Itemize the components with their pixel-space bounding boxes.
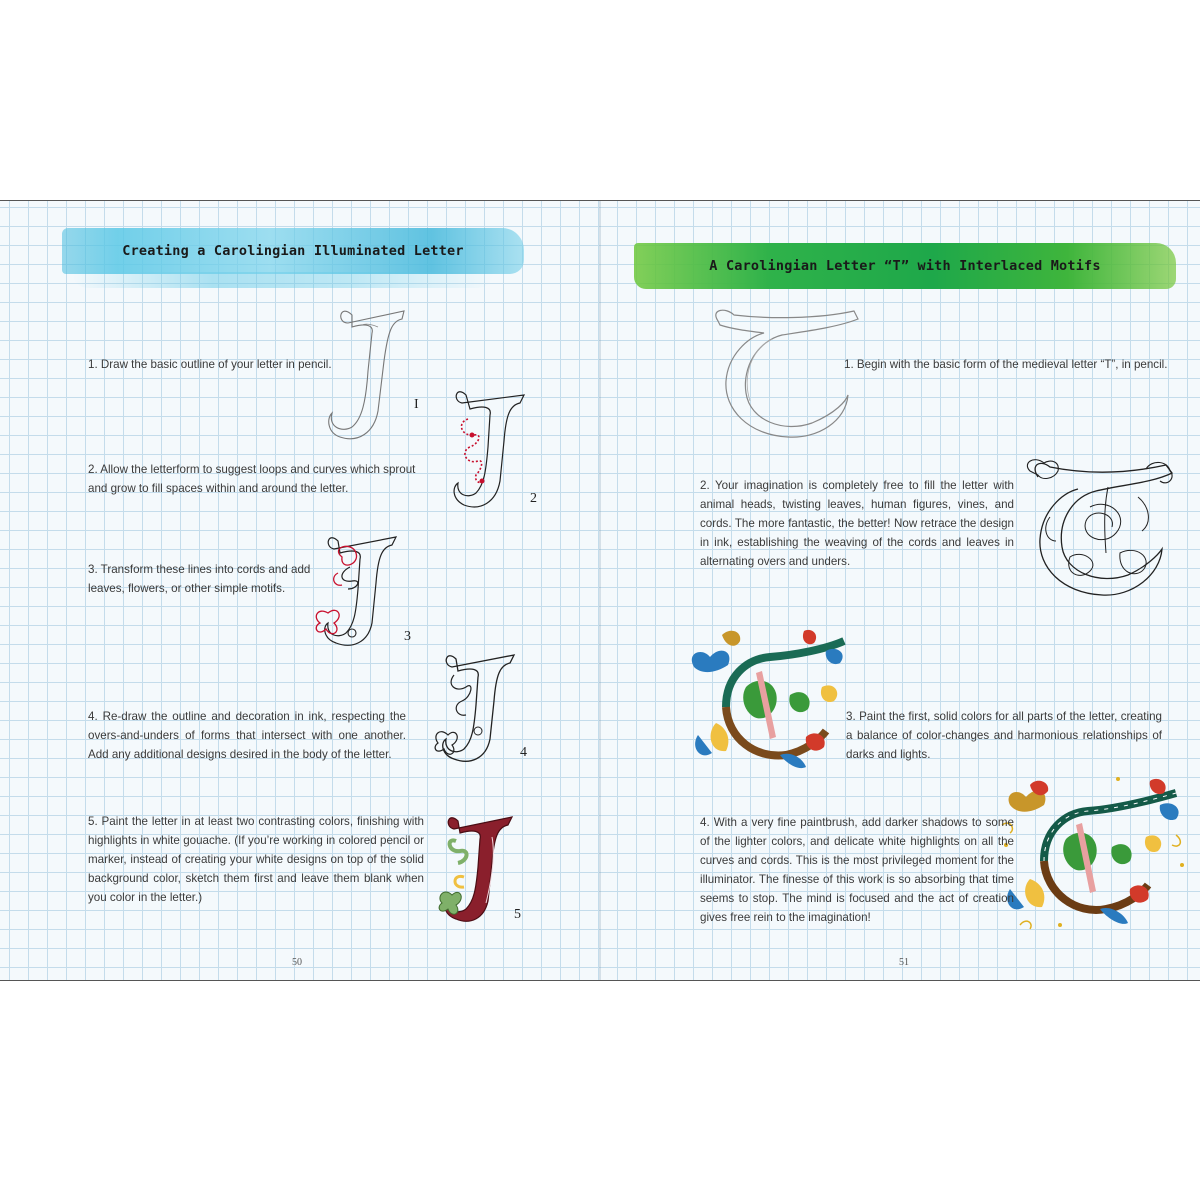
left-step-5: 5. Paint the letter in at least two contrasting colors, finishing with highlights in white gouache. (If you’re working in colored pencil or marker, instead of creating your white designs on top of the solid background color, sketch them first and leave them blank when you color in the letter.) — [88, 815, 424, 904]
letter-t-finished-illumination — [1000, 775, 1188, 935]
left-step-3: 3. Transform these lines into cords and add leaves, flowers, or other simple motifs. — [88, 563, 311, 595]
book-spread — [0, 200, 1200, 981]
right-heading-banner — [634, 243, 1176, 289]
letter-t-solid-colors — [686, 627, 854, 779]
left-step-1: 1. Draw the basic outline of your letter in pencil. — [88, 358, 332, 371]
figure-number-2: 2 — [530, 491, 537, 506]
letter-j-red-loops — [448, 381, 528, 511]
figure-number-1: I — [414, 397, 419, 412]
page-gutter — [599, 201, 601, 980]
letter-j-pencil-outline — [322, 301, 414, 443]
right-step-1: 1. Begin with the basic form of the medieval letter “T”, in pencil. — [844, 358, 1168, 371]
right-page-number: 51 — [899, 957, 909, 968]
figure-number-4: 4 — [520, 745, 527, 760]
letter-j-painted — [438, 807, 516, 925]
left-page-number: 50 — [292, 957, 302, 968]
figure-number-3: 3 — [404, 629, 411, 644]
letter-t-ink-interlace — [1020, 457, 1180, 603]
letter-j-cords-leaves — [312, 527, 402, 649]
right-step-3: 3. Paint the first, solid colors for all parts of the letter, creating a balance of color-changes and harmonious relationships of darks and lights. — [846, 710, 1162, 761]
figure-number-5: 5 — [514, 907, 521, 922]
letter-j-ink-decoration — [432, 645, 518, 765]
left-step-2: 2. Allow the letterform to suggest loops and curves which sprout and grow to fill spaces within and around the letter. — [88, 463, 416, 495]
left-page-heading: Creating a Carolingian Illuminated Letter — [122, 243, 464, 259]
right-page-heading: A Carolingian Letter “T” with Interlaced Motifs — [709, 258, 1101, 274]
letter-t-pencil-outline — [708, 305, 862, 443]
right-step-2: 2. Your imagination is completely free to fill the letter with animal heads, twisting leaves, human figures, vines, and cords. The more fantastic, the better! Now retrace the design in ink, establishing the weaving of the cords and leaves in alternating overs and unders. — [700, 479, 1014, 568]
left-heading-banner — [62, 228, 524, 274]
left-step-4: 4. Re-draw the outline and decoration in ink, respecting the overs-and-unders of forms that intersect with one another. Add any additional designs desired in the body of the letter. — [88, 710, 406, 761]
right-step-4: 4. With a very fine paintbrush, add darker shadows to some of the lighter colors, and delicate white highlights on all the curves and cords. This is the most privileged moment for the illuminator. The finesse of this work is so absorbing that time seems to stop. The mind is focused and the act of creation gives free rein to the imagination! — [700, 816, 1014, 924]
